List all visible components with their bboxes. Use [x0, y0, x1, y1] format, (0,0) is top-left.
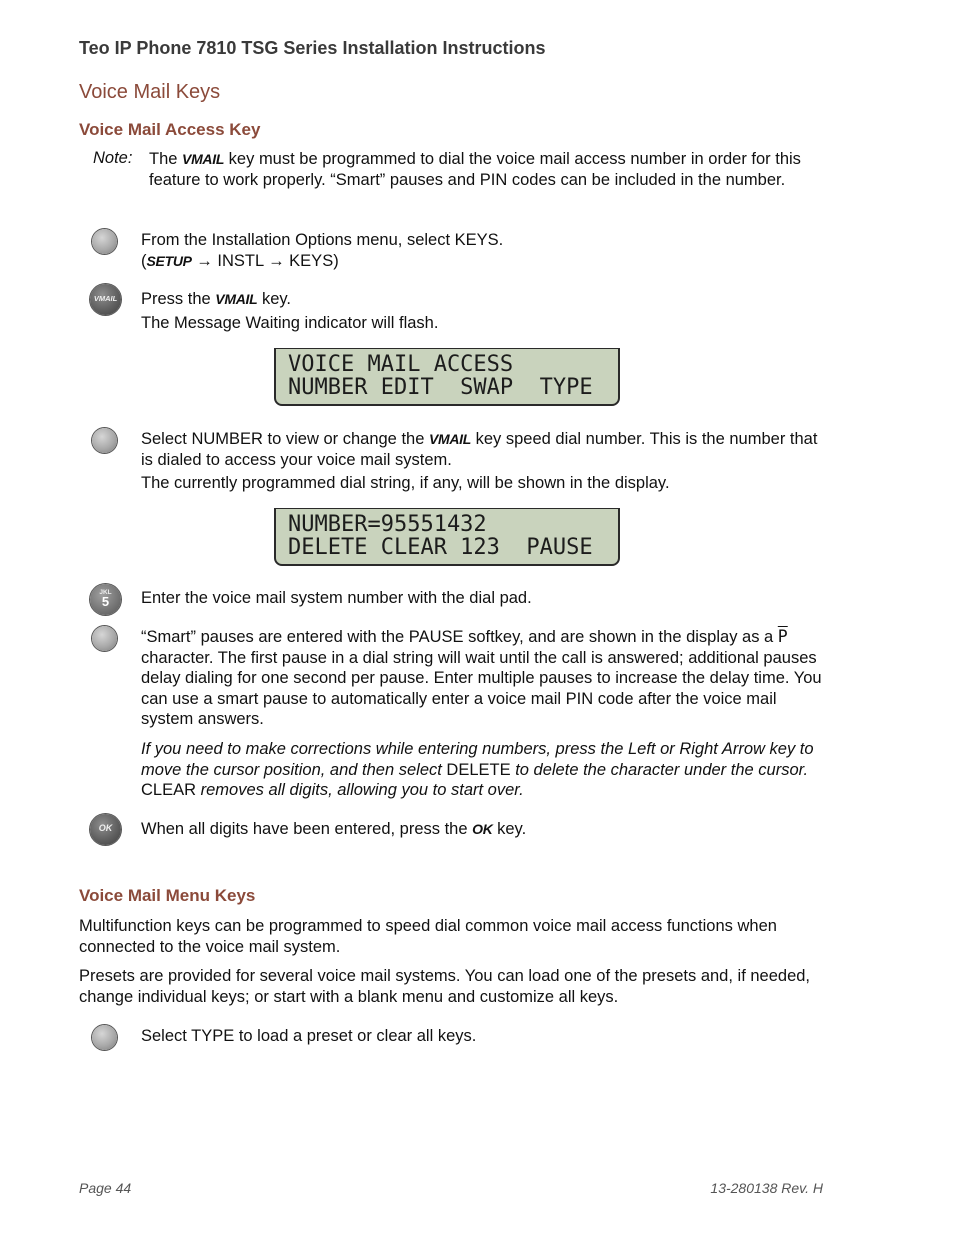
- vmail-key-name: VMAIL: [428, 431, 472, 447]
- gray-button-icon: [92, 626, 117, 651]
- step-select-number: Select NUMBER to view or change the VMAIL key speed dial number. This is the number that is dialed to access your voice mail system. The currently programmed dial string, if any, will be shown in the display.: [141, 430, 818, 492]
- step-smart-pauses: “Smart” pauses are entered with the PAUSE softkey, and are shown in the display as a $\overline{P}$ character. The first pause in a dial string will wait until the call is answered; additional pauses delay dialing for one second per pause. Enter multiple pauses to increase the delay time. You can use a smart pause to automatically enter a voice mail PIN code after the voice mail system answers.: [141, 627, 822, 728]
- vmail-key-name: VMAIL: [182, 151, 225, 167]
- note-label: Note:: [93, 149, 133, 167]
- section-title: Voice Mail Keys: [79, 81, 221, 103]
- pause-char: $\overline{P}$: [777, 627, 788, 646]
- note-text: The VMAIL key must be programmed to dial the voice mail access number in order for this feature to work properly. “Smart” pauses and PIN codes can be included in the number.: [149, 150, 801, 189]
- gray-button-icon: [92, 428, 117, 453]
- vmail-button-icon: VMAIL: [90, 284, 121, 315]
- step-enter-number: Enter the voice mail system number with the dial pad.: [141, 589, 532, 607]
- lcd-display-access: VOICE MAIL ACCESS NUMBER EDIT SWAP TYPE: [274, 348, 620, 406]
- gray-button-icon: [92, 1025, 117, 1050]
- page-number: Page 44: [79, 1180, 132, 1196]
- gray-button-icon: [92, 229, 117, 254]
- dial-pad-5-icon: JKL 5: [90, 584, 121, 615]
- step-press-vmail: Press the VMAIL key. The Message Waiting indicator will flash.: [141, 290, 439, 332]
- subsection-title-menu: Voice Mail Menu Keys: [79, 886, 256, 905]
- step-select-type: Select TYPE to load a preset or clear all keys.: [141, 1027, 477, 1045]
- menu-paragraph-1: Multifunction keys can be programmed to speed dial common voice mail access functions when connected to the voice mail system.: [79, 917, 777, 956]
- ok-key-name: OK: [472, 821, 493, 837]
- document-title: Teo IP Phone 7810 TSG Series Installation Instructions: [79, 38, 546, 58]
- setup-key-name: SETUP: [146, 252, 192, 269]
- ok-button-icon: OK: [90, 814, 121, 845]
- step-select-keys: From the Installation Options menu, select KEYS. (SETUP → INSTL → KEYS): [141, 231, 504, 270]
- vmail-key-name: VMAIL: [215, 291, 258, 307]
- subsection-title-access: Voice Mail Access Key: [79, 120, 261, 139]
- document-revision: 13-280138 Rev. H: [710, 1180, 823, 1196]
- correction-tip: If you need to make corrections while entering numbers, press the Left or Right Arrow key to move the cursor position, and then select DELETE to delete the character under the cursor. CLEAR removes all digits, allowing you to start over.: [141, 740, 814, 799]
- step-press-ok: When all digits have been entered, press the OK key.: [141, 820, 527, 838]
- lcd-display-number: NUMBER=95551432 DELETE CLEAR 123 PAUSE: [274, 508, 620, 566]
- menu-paragraph-2: Presets are provided for several voice mail systems. You can load one of the presets and, if needed, change individual keys; or start with a blank menu and customize all keys.: [79, 967, 811, 1006]
